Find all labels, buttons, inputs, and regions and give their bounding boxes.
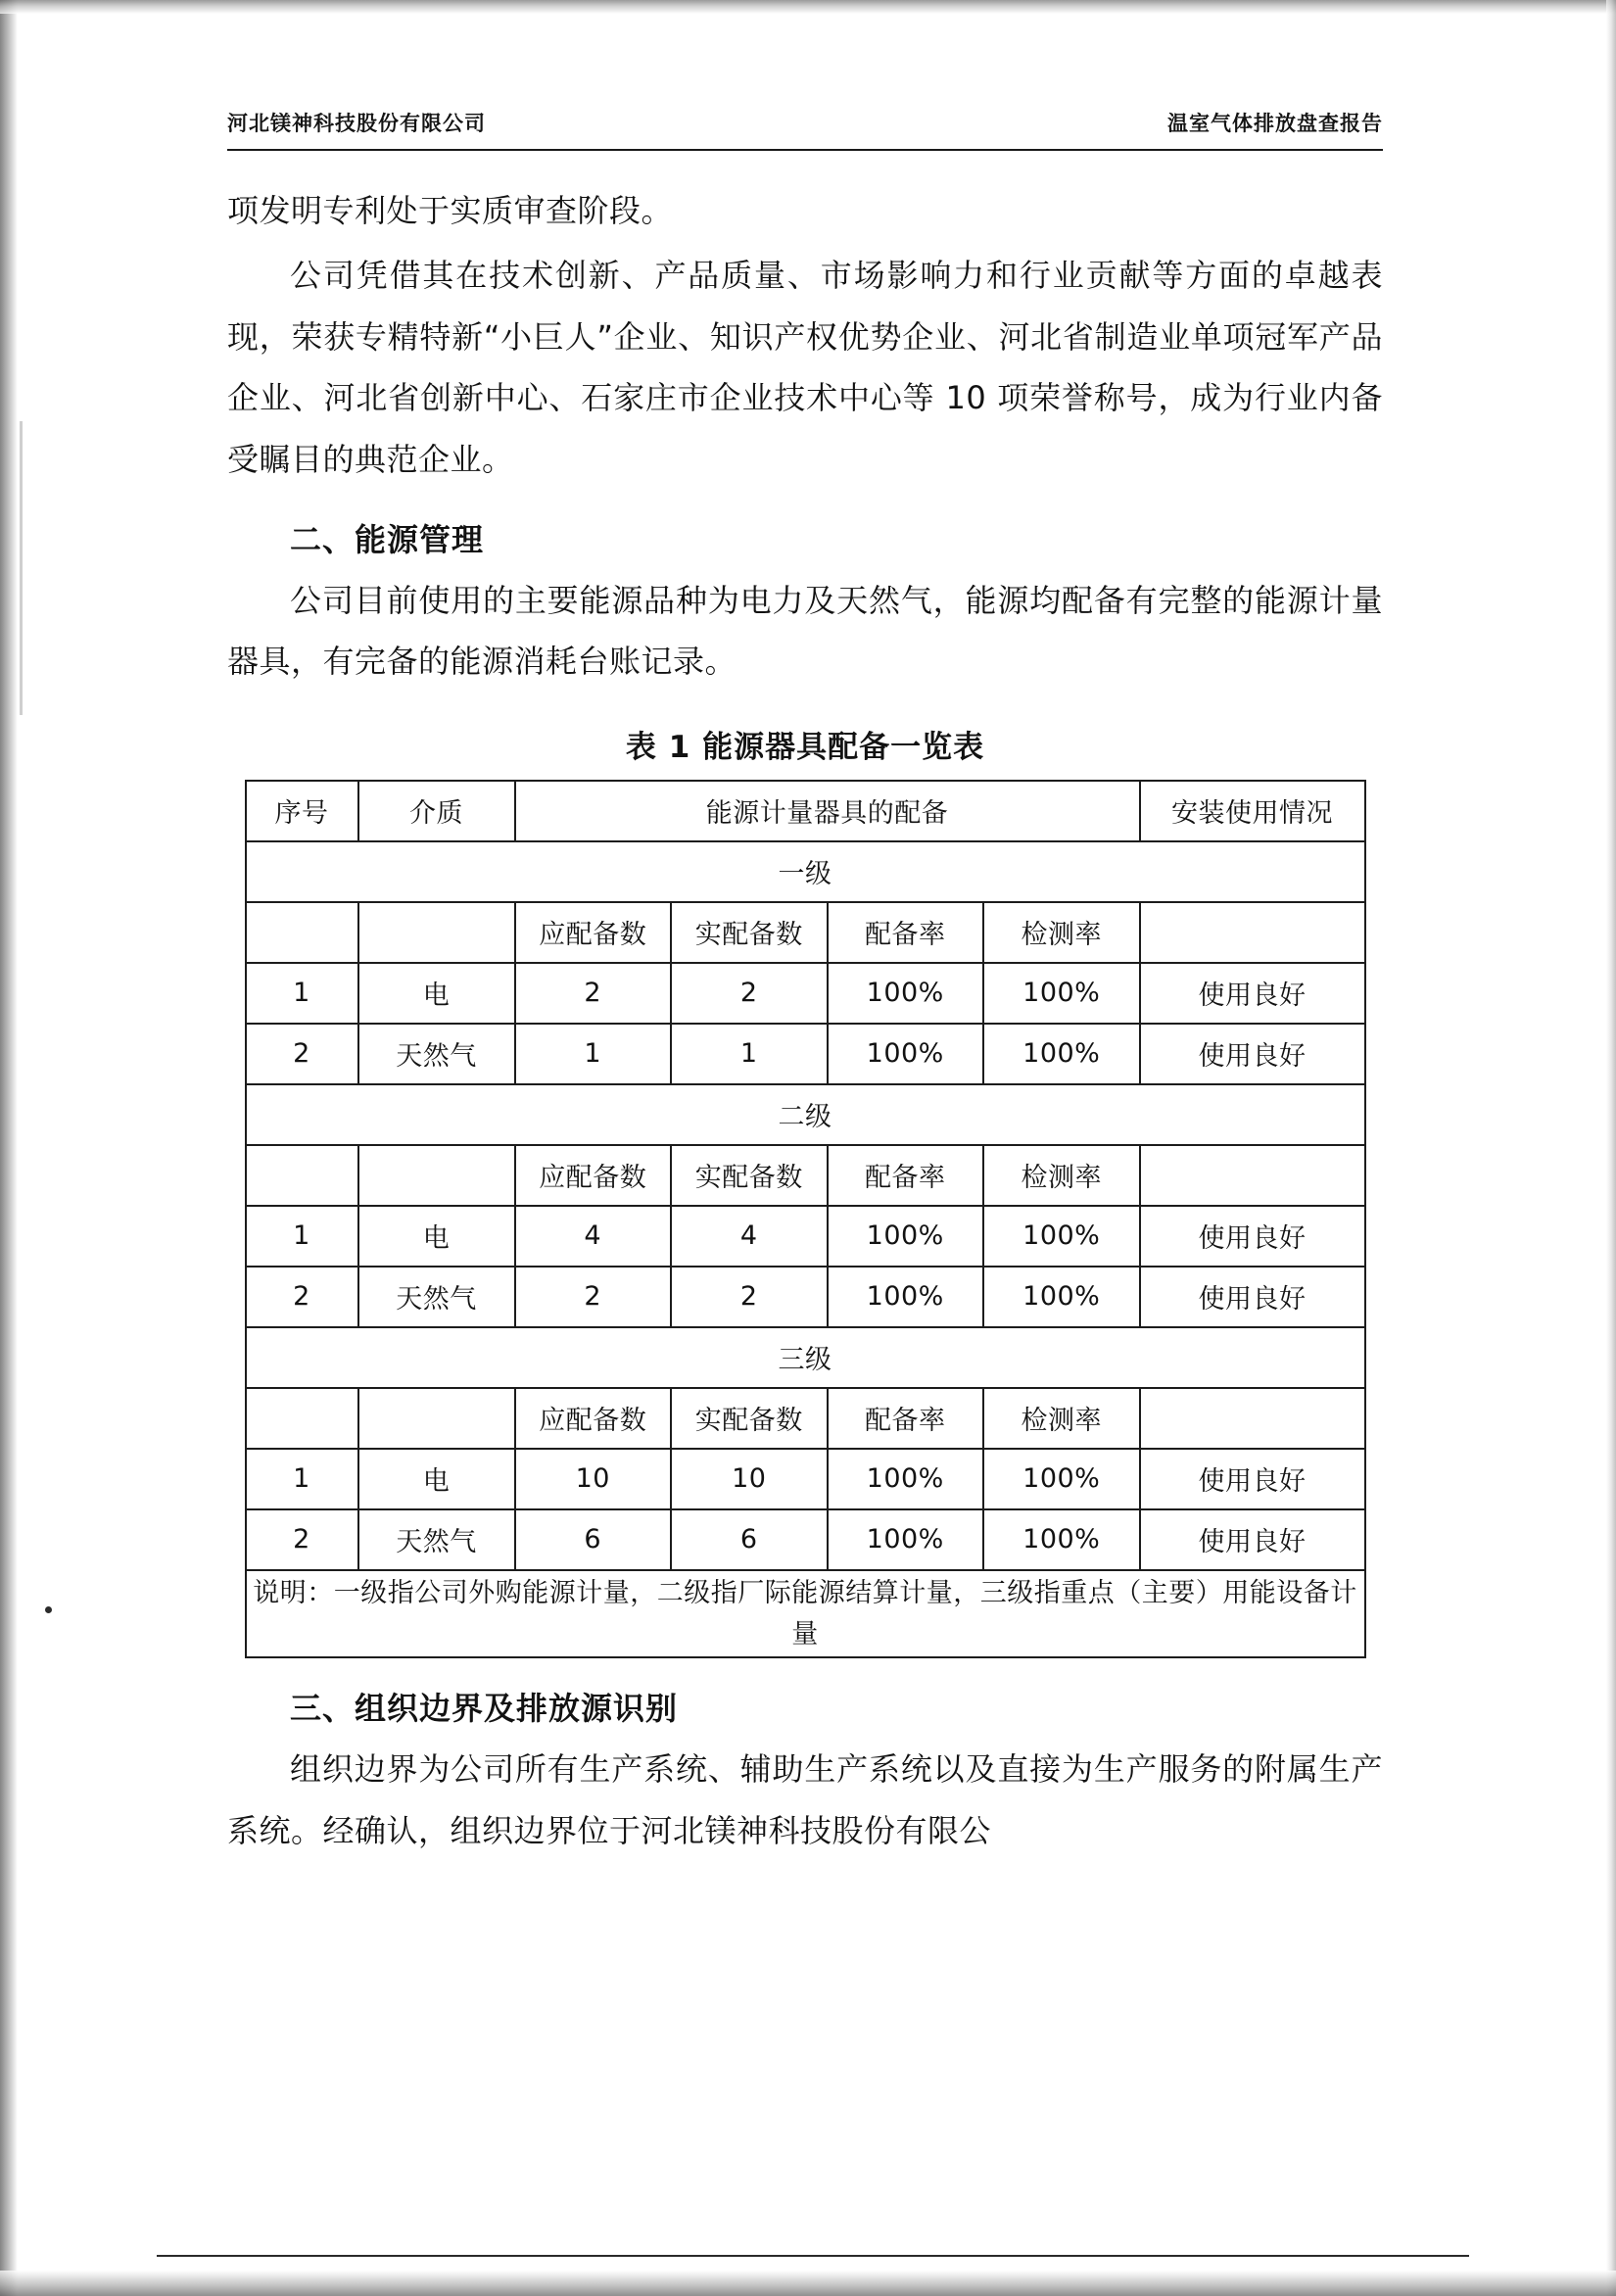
table-group-title-row: [246, 841, 1365, 902]
paragraph-boundary: 组织边界为公司所有生产系统、辅助生产系统以及直接为生产服务的附属生产系统。经确认，组织边界位于河北镁神科技股份有限公: [227, 1750, 1383, 1849]
subheader-blank-status: [1140, 1145, 1365, 1206]
cell-status: 使用良好: [1140, 1509, 1365, 1570]
cell-status: 使用良好: [1140, 1024, 1365, 1084]
table-row: [246, 1509, 1365, 1570]
cell-medium: 天然气: [358, 1509, 515, 1570]
paragraph-honors: 公司凭借其在技术创新、产品质量、市场影响力和行业贡献等方面的卓越表现，荣获专精特新“小巨人”企业、知识产权优势企业、河北省制造业单项冠军产品企业、河北省创新中心、石家庄市企业技术中心等 10 项荣誉称号，成为行业内备受瞩目的典范企业。: [227, 257, 1383, 478]
cell-seq: 2: [246, 1509, 358, 1570]
scan-edge-right: [1606, 0, 1616, 2296]
subheader-should: 应配备数: [515, 902, 672, 963]
cell-rate: 100%: [828, 1267, 984, 1327]
subheader-check: 检测率: [983, 1388, 1140, 1449]
subheader-actual: 实配备数: [671, 1145, 828, 1206]
energy-equipment-table: [245, 780, 1366, 1659]
cell-check: 100%: [983, 1206, 1140, 1267]
table-row: [246, 1206, 1365, 1267]
table-note: 说明：一级指公司外购能源计量，二级指厂际能源结算计量，三级指重点（主要）用能设备计量: [246, 1570, 1365, 1658]
table-row: [246, 1024, 1365, 1084]
cell-check: 100%: [983, 1024, 1140, 1084]
subheader-blank-status: [1140, 902, 1365, 963]
cell-should: 6: [515, 1509, 672, 1570]
cell-rate: 100%: [828, 1509, 984, 1570]
subheader-blank-seq: [246, 1145, 358, 1206]
cell-check: 100%: [983, 1449, 1140, 1509]
cell-seq: 2: [246, 1267, 358, 1327]
cell-status: 使用良好: [1140, 1267, 1365, 1327]
cell-medium: 电: [358, 1449, 515, 1509]
table-caption: 表 1 能源器具配备一览表: [625, 729, 985, 765]
scan-artifact-tick: [20, 421, 23, 715]
group-title-level3: 三级: [246, 1327, 1365, 1388]
cell-should: 4: [515, 1206, 672, 1267]
page-content: [227, 108, 1383, 1865]
header-medium: 介质: [358, 781, 515, 841]
header-seq: 序号: [246, 781, 358, 841]
cell-should: 2: [515, 963, 672, 1024]
group-title-level2: 二级: [246, 1084, 1365, 1145]
group-title-level1: 一级: [246, 841, 1365, 902]
scan-artifact-dot: [45, 1606, 52, 1613]
section-heading-energy-management: 二、能源管理: [290, 520, 485, 558]
subheader-blank-seq: [246, 1388, 358, 1449]
subheader-rate: 配备率: [828, 1388, 984, 1449]
cell-rate: 100%: [828, 1449, 984, 1509]
cell-actual: 2: [671, 963, 828, 1024]
cell-check: 100%: [983, 963, 1140, 1024]
subheader-blank-medium: [358, 1145, 515, 1206]
section-heading-boundary: 三、组织边界及排放源识别: [290, 1690, 679, 1728]
cell-status: 使用良好: [1140, 1449, 1365, 1509]
paragraph-energy: 公司目前使用的主要能源品种为电力及天然气，能源均配备有完整的能源计量器具，有完备的能源消耗台账记录。: [227, 581, 1383, 681]
table-group-title-row: [246, 1327, 1365, 1388]
running-header-title: 温室气体排放盘查报告: [1167, 112, 1383, 135]
cell-medium: 天然气: [358, 1267, 515, 1327]
subheader-should: 应配备数: [515, 1388, 672, 1449]
cell-actual: 6: [671, 1509, 828, 1570]
subheader-actual: 实配备数: [671, 1388, 828, 1449]
scan-edge-bottom: [0, 2271, 1616, 2296]
table-row: [246, 1449, 1365, 1509]
subheader-should: 应配备数: [515, 1145, 672, 1206]
cell-actual: 2: [671, 1267, 828, 1327]
subheader-blank-status: [1140, 1388, 1365, 1449]
cell-actual: 10: [671, 1449, 828, 1509]
cell-check: 100%: [983, 1509, 1140, 1570]
cell-should: 2: [515, 1267, 672, 1327]
cell-actual: 4: [671, 1206, 828, 1267]
table-row: [246, 1267, 1365, 1327]
table-subheader-row: [246, 1388, 1365, 1449]
running-header-company: 河北镁神科技股份有限公司: [227, 112, 486, 135]
cell-seq: 2: [246, 1024, 358, 1084]
cell-medium: 天然气: [358, 1024, 515, 1084]
table-subheader-row: [246, 1145, 1365, 1206]
cell-actual: 1: [671, 1024, 828, 1084]
scan-edge-left: [0, 0, 18, 2296]
subheader-blank-medium: [358, 1388, 515, 1449]
cell-rate: 100%: [828, 963, 984, 1024]
cell-seq: 1: [246, 963, 358, 1024]
subheader-blank-seq: [246, 902, 358, 963]
cell-medium: 电: [358, 1206, 515, 1267]
cell-should: 1: [515, 1024, 672, 1084]
table-subheader-row: [246, 902, 1365, 963]
running-header: [227, 108, 1383, 151]
cell-seq: 1: [246, 1206, 358, 1267]
header-status: 安装使用情况: [1140, 781, 1365, 841]
cell-status: 使用良好: [1140, 1206, 1365, 1267]
cell-check: 100%: [983, 1267, 1140, 1327]
cell-rate: 100%: [828, 1024, 984, 1084]
body-text: [227, 180, 1383, 1861]
subheader-rate: 配备率: [828, 1145, 984, 1206]
cell-should: 10: [515, 1449, 672, 1509]
subheader-check: 检测率: [983, 1145, 1140, 1206]
header-equipment: 能源计量器具的配备: [515, 781, 1140, 841]
subheader-blank-medium: [358, 902, 515, 963]
footer-rule: [157, 2255, 1469, 2257]
table-group-title-row: [246, 1084, 1365, 1145]
subheader-check: 检测率: [983, 902, 1140, 963]
table-header-row: [246, 781, 1365, 841]
cell-medium: 电: [358, 963, 515, 1024]
cell-rate: 100%: [828, 1206, 984, 1267]
cell-seq: 1: [246, 1449, 358, 1509]
scan-edge-top: [0, 0, 1616, 14]
table-note-row: [246, 1570, 1365, 1658]
subheader-actual: 实配备数: [671, 902, 828, 963]
subheader-rate: 配备率: [828, 902, 984, 963]
paragraph-continued: 项发明专利处于实质审查阶段。: [227, 192, 674, 229]
cell-status: 使用良好: [1140, 963, 1365, 1024]
table-row: [246, 963, 1365, 1024]
